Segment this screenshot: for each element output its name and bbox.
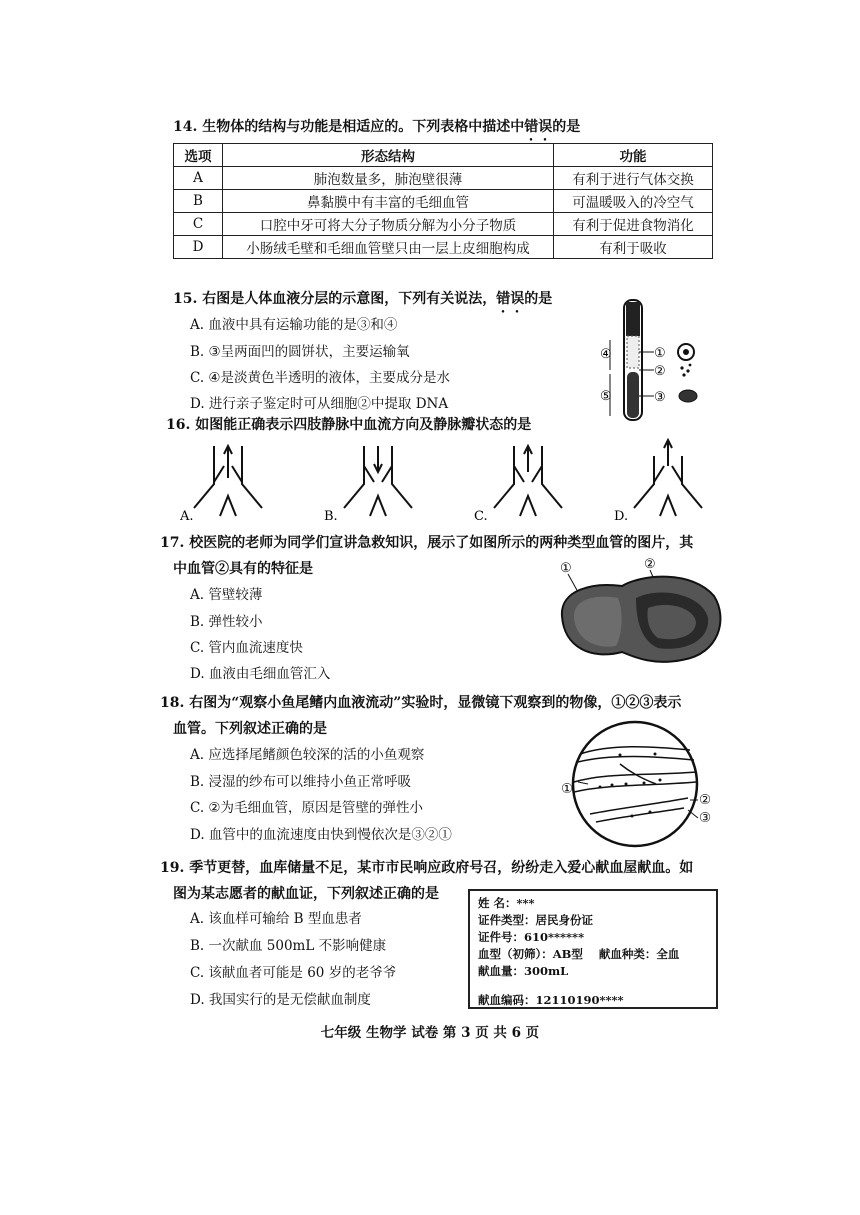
q15-option-c: C. ④是淡黄色半透明的液体，主要成分是水 xyxy=(190,370,451,386)
platelet-icon xyxy=(680,364,691,377)
q19-stem-line1: 19. 季节更替，血库储量不足，某市市民响应政府号召，纷纷走入爱心献血屋献血。如 xyxy=(160,860,694,876)
table-cell: 可温暖吸入的冷空气 xyxy=(554,190,713,213)
table-header-cell: 形态结构 xyxy=(223,144,554,167)
fish-label-2: ② xyxy=(699,792,712,808)
blood-vessel-cross-section-figure xyxy=(552,556,727,671)
table-cell: C xyxy=(174,213,223,236)
q17-option-b: B. 弹性较小 xyxy=(190,614,263,630)
q17-stem-line1: 17. 校医院的老师为同学们宣讲急救知识，展示了如图所示的两种类型血管的图片，其 xyxy=(160,535,694,551)
table-header-row xyxy=(174,144,713,167)
q18-stem-line2: 血管。下列叙述正确的是 xyxy=(173,721,327,737)
option-label-b: B. xyxy=(324,509,338,524)
q19-option-a: A. 该血样可输给 B 型血患者 xyxy=(190,911,362,927)
card-id-number: 证件号：610****** xyxy=(478,930,585,944)
vein-valve-diagrams xyxy=(180,436,720,526)
q16-stem: 16. 如图能正确表示四肢静脉中血流方向及静脉瓣状态的是 xyxy=(166,417,532,433)
table-cell: 有利于促进食物消化 xyxy=(554,213,713,236)
q15-stem-pre: 15. 右图是人体血液分层的示意图，下列有关说法， xyxy=(173,291,497,307)
q19-option-d: D. 我国实行的是无偿献血制度 xyxy=(190,992,371,1008)
table-cell: 小肠绒毛壁和毛细血管壁只由一层上皮细胞构成 xyxy=(223,236,554,259)
label-1: ① xyxy=(654,346,666,361)
table-cell: D xyxy=(174,236,223,259)
q15-stem xyxy=(173,288,552,316)
q19-stem-line2: 图为某志愿者的献血证，下列叙述正确的是 xyxy=(173,886,439,902)
q17-option-c: C. 管内血流速度快 xyxy=(190,640,303,656)
vein-diagram-b xyxy=(344,446,412,516)
table-row xyxy=(174,190,713,213)
red-cell-icon xyxy=(679,390,697,402)
fish-label-1: ① xyxy=(561,781,574,797)
q14-stem-emph: 错误 xyxy=(524,119,553,135)
q19-option-b: B. 一次献血 500mL 不影响健康 xyxy=(190,938,387,954)
label-5: ⑤ xyxy=(600,389,612,404)
table-row xyxy=(174,236,713,259)
option-label-a: A. xyxy=(180,509,194,524)
table-cell: A xyxy=(174,167,223,190)
table-header-cell: 功能 xyxy=(554,144,713,167)
table-cell: 有利于进行气体交换 xyxy=(554,167,713,190)
vein-diagram-d xyxy=(634,440,702,516)
q15-stem-post: 的是 xyxy=(524,291,553,307)
q15-stem-emph: 错误 xyxy=(496,291,525,307)
option-label-d: D. xyxy=(614,509,629,524)
table-row xyxy=(174,213,713,236)
table-cell: 鼻黏膜中有丰富的毛细血管 xyxy=(223,190,554,213)
blood-test-tube-figure xyxy=(598,292,718,424)
q15-option-b: B. ③呈两面凹的圆饼状，主要运输氧 xyxy=(190,344,410,360)
table-header-cell: 选项 xyxy=(174,144,223,167)
q15-option-d: D. 进行亲子鉴定时可从细胞②中提取 DNA xyxy=(190,396,449,412)
q18-option-b: B. 浸湿的纱布可以维持小鱼正常呼吸 xyxy=(190,774,412,790)
table-cell: B xyxy=(174,190,223,213)
page-footer: 七年级 生物学 试卷 第 3 页 共 6 页 xyxy=(320,1025,540,1041)
q14-stem-post: 的是 xyxy=(552,119,581,135)
label-4: ④ xyxy=(600,347,612,362)
table-cell: 有利于吸收 xyxy=(554,236,713,259)
card-name: 姓 名：*** xyxy=(478,896,535,910)
vessel-label-1: ① xyxy=(560,561,572,576)
card-code: 献血编码：12110190**** xyxy=(478,993,624,1007)
q17-stem-line2: 中血管②具有的特征是 xyxy=(173,561,313,577)
q14-stem xyxy=(173,116,580,144)
card-amount: 献血量：300mL xyxy=(478,964,569,978)
fish-label-3: ③ xyxy=(699,810,712,826)
vein-diagram-c xyxy=(494,446,562,516)
table-row xyxy=(174,167,713,190)
option-label-c: C. xyxy=(474,509,488,524)
table-cell: 肺泡数量多，肺泡壁很薄 xyxy=(223,167,554,190)
card-blood-row xyxy=(478,946,708,963)
q14-stem-pre: 14. 生物体的结构与功能是相适应的。下列表格中描述中 xyxy=(173,119,525,135)
q18-stem-line1: 18. 右图为“观察小鱼尾鳍内血液流动”实验时，显微镜下观察到的物像，①②③表示 xyxy=(160,695,682,711)
label-2: ② xyxy=(654,364,666,379)
fish-tail-microscope-figure xyxy=(560,714,710,854)
q17-option-d: D. 血液由毛细血管汇入 xyxy=(190,666,331,682)
card-blood-type: 血型（初筛）：AB型 xyxy=(478,947,583,961)
card-id-type: 证件类型：居民身份证 xyxy=(478,913,593,927)
label-3: ③ xyxy=(654,390,666,405)
q17-option-a: A. 管壁较薄 xyxy=(190,587,263,603)
table-cell: 口腔中牙可将大分子物质分解为小分子物质 xyxy=(223,213,554,236)
vein-diagram-a xyxy=(194,446,262,516)
q18-option-a: A. 应选择尾鳍颜色较深的活的小鱼观察 xyxy=(190,747,425,763)
q18-option-d: D. 血管中的血流速度由快到慢依次是③②① xyxy=(190,827,452,843)
card-donation-kind: 献血种类：全血 xyxy=(598,947,680,961)
q15-option-a: A. 血液中具有运输功能的是③和④ xyxy=(190,317,398,333)
blood-donation-certificate xyxy=(468,889,718,1009)
q19-option-c: C. 该献血者可能是 60 岁的老爷爷 xyxy=(190,965,397,981)
q18-option-c: C. ②为毛细血管，原因是管壁的弹性小 xyxy=(190,800,424,816)
vessel-label-2: ② xyxy=(644,557,656,572)
q14-table xyxy=(173,143,713,259)
